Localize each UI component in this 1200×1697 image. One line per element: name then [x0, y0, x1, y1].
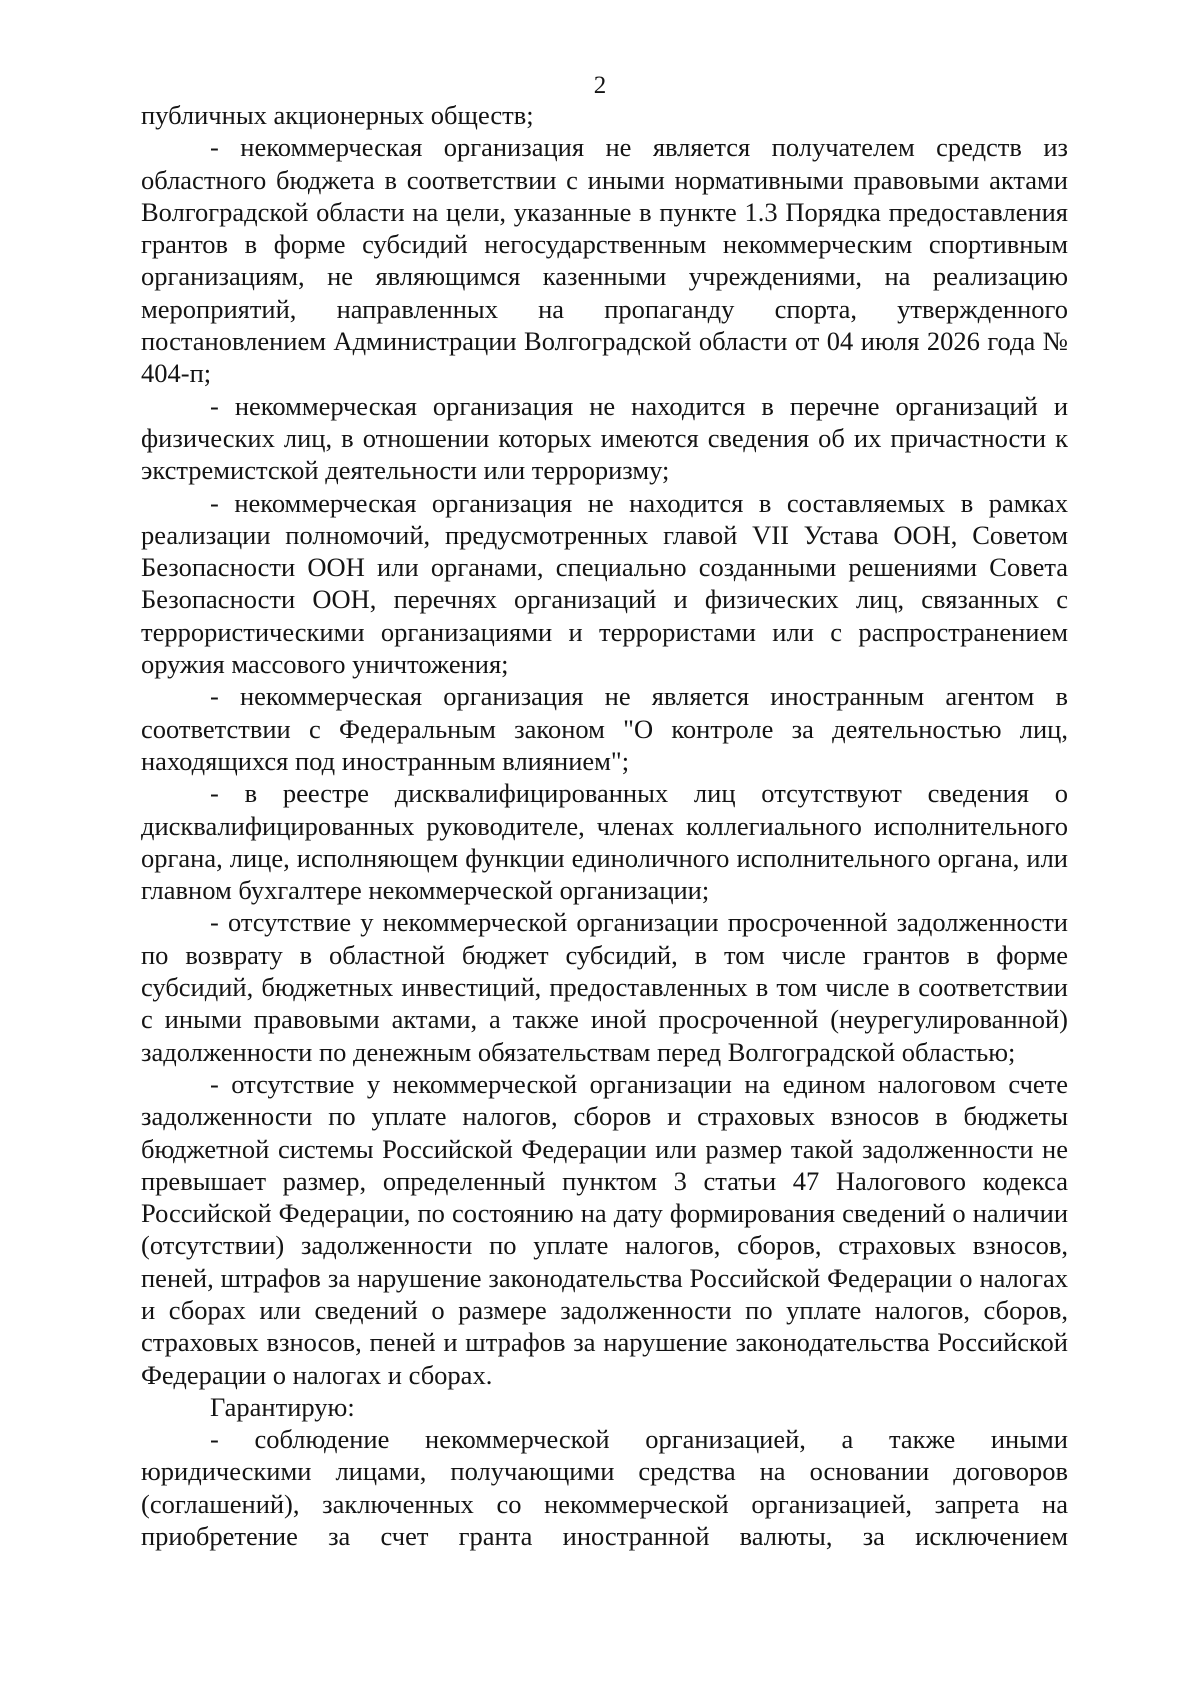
document-body: [141, 99, 1068, 1552]
paragraph-tax-debt: - отсутствие у некоммерческой организации на едином налоговом счете задолженности по уплате налогов, сборов и страховых взносов в бюджеты бюджетной системы Российской Федерации или размер такой задолженности не превышает размер, определенный пунктом 3 статьи 47 Налогового кодекса Российской Федерации, по состоянию на дату формирования сведений о наличии (отсутствии) задолженности по уплате налогов, сборов, страховых взносов, пеней, штрафов за нарушение законодательства Российской Федерации о налогах и сборах или сведений о размере задолженности по уплате налогов, сборов, страховых взносов, пеней и штрафов за нарушение законодательства Российской Федерации о налогах и сборах.: [141, 1068, 1068, 1390]
page-number: 2: [593, 72, 607, 99]
paragraph-guarantee-heading: Гарантирую:: [210, 1391, 355, 1422]
paragraph-continuation: публичных акционерных обществ;: [141, 100, 534, 130]
paragraph-extremism-list: - некоммерческая организация не находится в перечне организаций и физических лиц, в отношении которых имеются сведения об их причастности к экстремистской деятельности или терроризму;: [141, 390, 1068, 486]
paragraph-overdue-debt: - отсутствие у некоммерческой организации просроченной задолженности по возврату в областной бюджет субсидий, в том числе грантов в форме субсидий, бюджетных инвестиций, предоставленных в том числе в соответствии с иными правовыми актами, а также иной просроченной (неурегулированной) задолженности по денежным обязательствам перед Волгоградской областью;: [141, 907, 1068, 1067]
paragraph-budget-recipient: - некоммерческая организация не является получателем средств из областного бюджета в соответствии с иными нормативными правовыми актами Волгоградской области на цели, указанные в пункте 1.3 Порядка предоставления грантов в форме субсидий негосударственным некоммерческим спортивным организациям, не являющимся казенными учреждениями, на реализацию мероприятий, направленных на пропаганду спорта, утвержденного постановлением Администрации Волгоградской области от 04 июля 2026 года № 404-п;: [141, 132, 1068, 389]
paragraph-disqualified-persons: - в реестре дисквалифицированных лиц отсутствуют сведения о дисквалифицированных руководителе, членах коллегиального исполнительного органа, лице, исполняющем функции единоличного исполнительного органа, или главном бухгалтере некоммерческой организации;: [141, 778, 1068, 906]
paragraph-currency-prohibition: - соблюдение некоммерческой организацией, а также иными юридическими лицами, получающими средства на основании договоров (соглашений), заключенных со некоммерческой организацией, запрета на приобретение за счет гранта иностранной валюты, за исключением: [141, 1424, 1068, 1552]
paragraph-foreign-agent: - некоммерческая организация не является иностранным агентом в соответствии с Федеральным законом "О контроле за деятельностью лиц, находящихся под иностранным влиянием";: [141, 681, 1068, 776]
paragraph-un-sanctions-list: - некоммерческая организация не находится в составляемых в рамках реализации полномочий, предусмотренных главой VII Устава ООН, Советом Безопасности ООН или органами, специально созданными решениями Совета Безопасности ООН, перечнях организаций и физических лиц, связанных с террористическими организациями и террористами или с распространением оружия массового уничтожения;: [141, 487, 1068, 680]
